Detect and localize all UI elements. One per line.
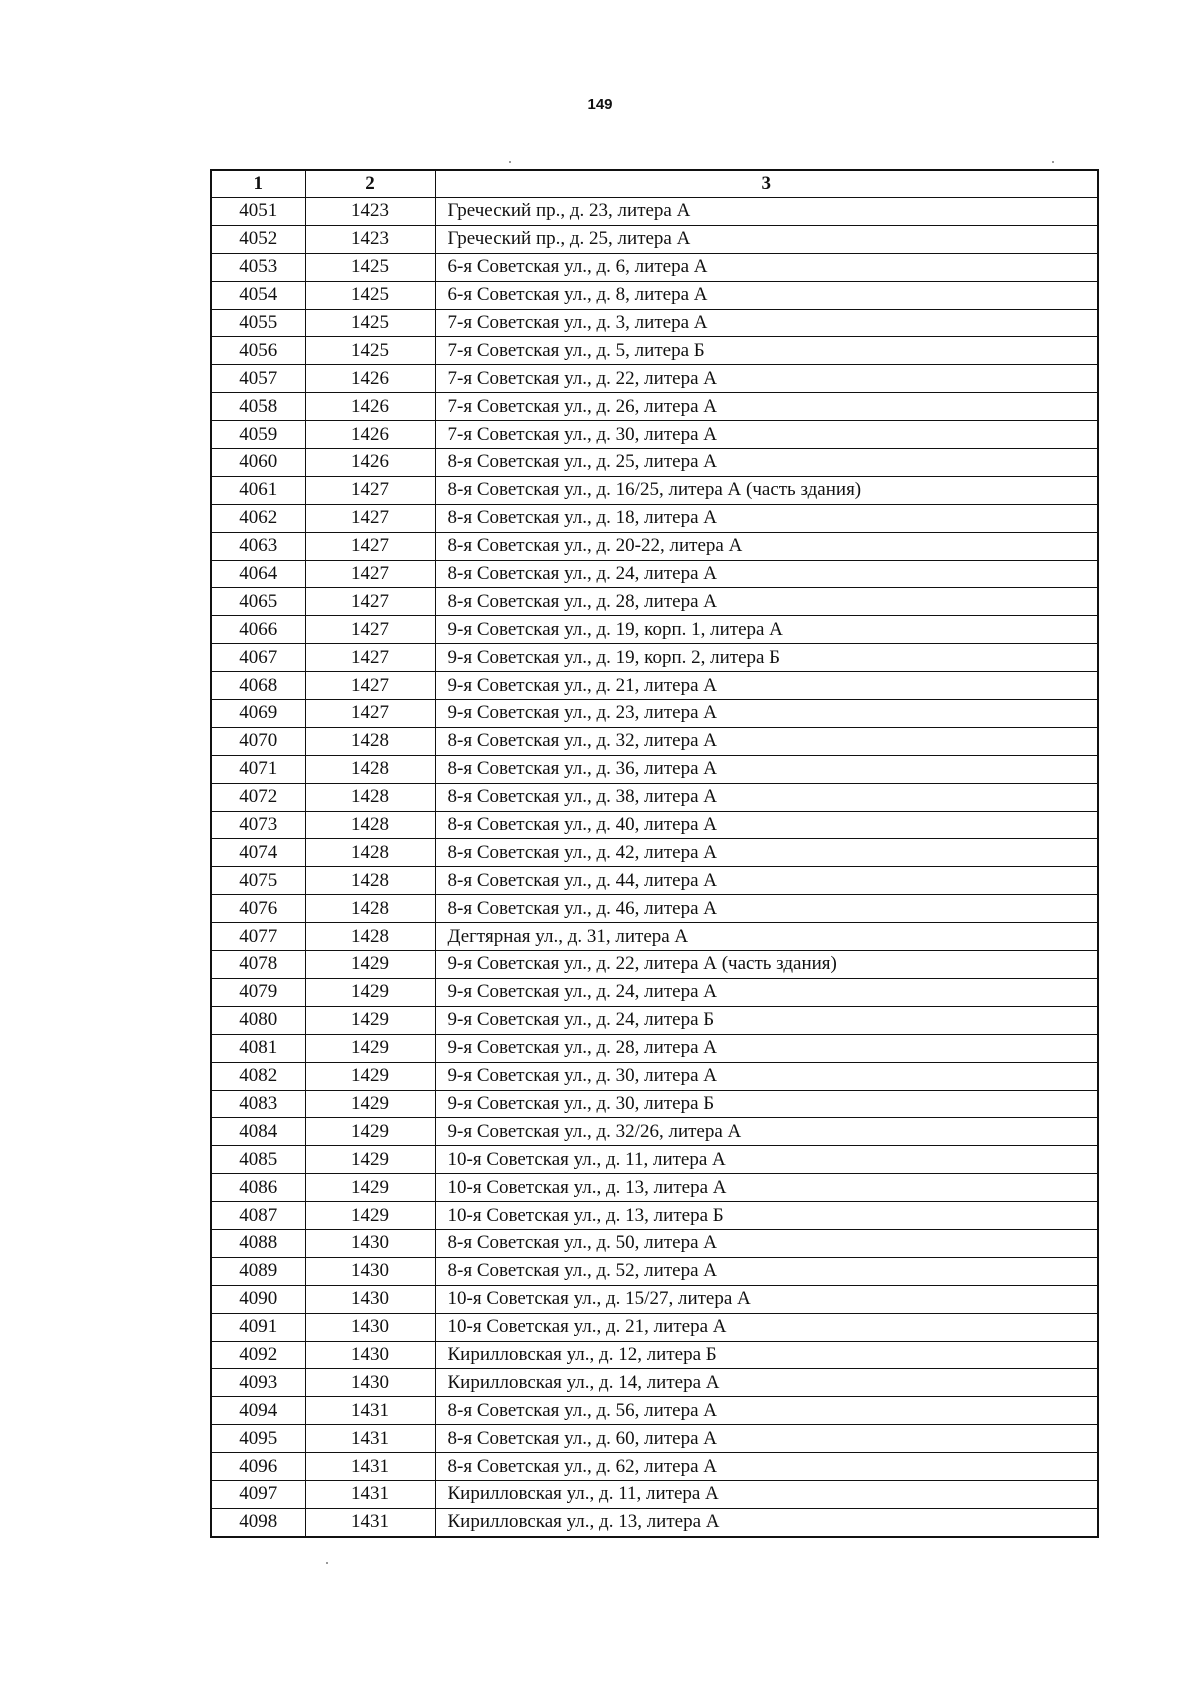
block-number-cell: 1428 <box>305 895 435 923</box>
row-number-cell: 4077 <box>211 923 305 951</box>
table-row <box>211 1062 1098 1090</box>
row-number-cell: 4079 <box>211 978 305 1006</box>
table-row <box>211 337 1098 365</box>
table-row <box>211 1397 1098 1425</box>
table-row <box>211 755 1098 783</box>
table-row <box>211 727 1098 755</box>
address-cell: 8-я Советская ул., д. 24, литера А <box>435 560 1098 588</box>
block-number-cell: 1429 <box>305 1006 435 1034</box>
block-number-cell: 1431 <box>305 1453 435 1481</box>
address-cell: 8-я Советская ул., д. 40, литера А <box>435 811 1098 839</box>
address-cell: 8-я Советская ул., д. 60, литера А <box>435 1425 1098 1453</box>
address-cell: 8-я Советская ул., д. 36, литера А <box>435 755 1098 783</box>
table-row <box>211 923 1098 951</box>
address-cell: 7-я Советская ул., д. 30, литера А <box>435 421 1098 449</box>
block-number-cell: 1429 <box>305 951 435 979</box>
column-header-1: 1 <box>211 170 305 198</box>
table-row <box>211 1006 1098 1034</box>
table-header-row <box>211 170 1098 198</box>
address-cell: 10-я Советская ул., д. 15/27, литера А <box>435 1285 1098 1313</box>
table-row <box>211 365 1098 393</box>
block-number-cell: 1427 <box>305 532 435 560</box>
table-row <box>211 198 1098 226</box>
row-number-cell: 4080 <box>211 1006 305 1034</box>
table-row <box>211 476 1098 504</box>
address-cell: Кирилловская ул., д. 11, литера А <box>435 1480 1098 1508</box>
row-number-cell: 4090 <box>211 1285 305 1313</box>
row-number-cell: 4068 <box>211 672 305 700</box>
table-row <box>211 1229 1098 1257</box>
table-row <box>211 1313 1098 1341</box>
block-number-cell: 1429 <box>305 978 435 1006</box>
address-cell: 8-я Советская ул., д. 25, литера А <box>435 449 1098 477</box>
block-number-cell: 1429 <box>305 1062 435 1090</box>
block-number-cell: 1428 <box>305 727 435 755</box>
address-cell: 9-я Советская ул., д. 21, литера А <box>435 672 1098 700</box>
block-number-cell: 1426 <box>305 365 435 393</box>
address-cell: 7-я Советская ул., д. 22, литера А <box>435 365 1098 393</box>
block-number-cell: 1428 <box>305 783 435 811</box>
block-number-cell: 1427 <box>305 504 435 532</box>
table-row <box>211 560 1098 588</box>
scan-speck <box>1052 161 1054 163</box>
row-number-cell: 4069 <box>211 700 305 728</box>
row-number-cell: 4073 <box>211 811 305 839</box>
row-number-cell: 4082 <box>211 1062 305 1090</box>
row-number-cell: 4075 <box>211 867 305 895</box>
block-number-cell: 1427 <box>305 588 435 616</box>
block-number-cell: 1429 <box>305 1034 435 1062</box>
address-cell: 8-я Советская ул., д. 20-22, литера А <box>435 532 1098 560</box>
table-row <box>211 1118 1098 1146</box>
table-row <box>211 1425 1098 1453</box>
block-number-cell: 1423 <box>305 225 435 253</box>
address-cell: Греческий пр., д. 25, литера А <box>435 225 1098 253</box>
table-row <box>211 1341 1098 1369</box>
row-number-cell: 4062 <box>211 504 305 532</box>
block-number-cell: 1428 <box>305 923 435 951</box>
block-number-cell: 1428 <box>305 755 435 783</box>
block-number-cell: 1425 <box>305 337 435 365</box>
block-number-cell: 1430 <box>305 1369 435 1397</box>
address-cell: 8-я Советская ул., д. 56, литера А <box>435 1397 1098 1425</box>
row-number-cell: 4055 <box>211 309 305 337</box>
row-number-cell: 4096 <box>211 1453 305 1481</box>
row-number-cell: 4052 <box>211 225 305 253</box>
block-number-cell: 1430 <box>305 1229 435 1257</box>
row-number-cell: 4086 <box>211 1174 305 1202</box>
table-row <box>211 532 1098 560</box>
table-row <box>211 253 1098 281</box>
address-cell: 7-я Советская ул., д. 26, литера А <box>435 393 1098 421</box>
row-number-cell: 4057 <box>211 365 305 393</box>
address-cell: 6-я Советская ул., д. 8, литера А <box>435 281 1098 309</box>
address-cell: 8-я Советская ул., д. 32, литера А <box>435 727 1098 755</box>
table-row <box>211 1480 1098 1508</box>
block-number-cell: 1431 <box>305 1508 435 1536</box>
row-number-cell: 4078 <box>211 951 305 979</box>
table-row <box>211 839 1098 867</box>
address-cell: 9-я Советская ул., д. 28, литера А <box>435 1034 1098 1062</box>
table-row <box>211 951 1098 979</box>
block-number-cell: 1429 <box>305 1202 435 1230</box>
address-cell: 8-я Советская ул., д. 28, литера А <box>435 588 1098 616</box>
page-number: 149 <box>587 96 613 113</box>
row-number-cell: 4058 <box>211 393 305 421</box>
table-row <box>211 1508 1098 1536</box>
block-number-cell: 1423 <box>305 198 435 226</box>
row-number-cell: 4083 <box>211 1090 305 1118</box>
block-number-cell: 1428 <box>305 867 435 895</box>
table-row <box>211 225 1098 253</box>
row-number-cell: 4093 <box>211 1369 305 1397</box>
row-number-cell: 4081 <box>211 1034 305 1062</box>
table-row <box>211 421 1098 449</box>
table-row <box>211 895 1098 923</box>
block-number-cell: 1431 <box>305 1480 435 1508</box>
row-number-cell: 4097 <box>211 1480 305 1508</box>
row-number-cell: 4056 <box>211 337 305 365</box>
row-number-cell: 4061 <box>211 476 305 504</box>
address-cell: 6-я Советская ул., д. 6, литера А <box>435 253 1098 281</box>
address-cell: Кирилловская ул., д. 13, литера А <box>435 1508 1098 1536</box>
row-number-cell: 4084 <box>211 1118 305 1146</box>
table-row <box>211 1034 1098 1062</box>
block-number-cell: 1428 <box>305 839 435 867</box>
table-row <box>211 1090 1098 1118</box>
block-number-cell: 1430 <box>305 1257 435 1285</box>
address-cell: 8-я Советская ул., д. 44, литера А <box>435 867 1098 895</box>
block-number-cell: 1430 <box>305 1285 435 1313</box>
table-row <box>211 1202 1098 1230</box>
block-number-cell: 1429 <box>305 1090 435 1118</box>
address-cell: 7-я Советская ул., д. 5, литера Б <box>435 337 1098 365</box>
block-number-cell: 1429 <box>305 1146 435 1174</box>
address-cell: 8-я Советская ул., д. 62, литера А <box>435 1453 1098 1481</box>
table-row <box>211 588 1098 616</box>
block-number-cell: 1430 <box>305 1313 435 1341</box>
address-cell: 9-я Советская ул., д. 32/26, литера А <box>435 1118 1098 1146</box>
row-number-cell: 4066 <box>211 616 305 644</box>
block-number-cell: 1425 <box>305 309 435 337</box>
table-row <box>211 504 1098 532</box>
row-number-cell: 4092 <box>211 1341 305 1369</box>
address-cell: 8-я Советская ул., д. 46, литера А <box>435 895 1098 923</box>
table-row <box>211 700 1098 728</box>
row-number-cell: 4060 <box>211 449 305 477</box>
address-cell: 8-я Советская ул., д. 50, литера А <box>435 1229 1098 1257</box>
block-number-cell: 1428 <box>305 811 435 839</box>
address-cell: Кирилловская ул., д. 14, литера А <box>435 1369 1098 1397</box>
column-header-3: 3 <box>435 170 1098 198</box>
table-row <box>211 783 1098 811</box>
row-number-cell: 4094 <box>211 1397 305 1425</box>
row-number-cell: 4059 <box>211 421 305 449</box>
row-number-cell: 4088 <box>211 1229 305 1257</box>
block-number-cell: 1427 <box>305 560 435 588</box>
address-table <box>210 169 1099 1538</box>
row-number-cell: 4067 <box>211 644 305 672</box>
block-number-cell: 1427 <box>305 616 435 644</box>
table-row <box>211 672 1098 700</box>
address-cell: 10-я Советская ул., д. 21, литера А <box>435 1313 1098 1341</box>
row-number-cell: 4051 <box>211 198 305 226</box>
row-number-cell: 4053 <box>211 253 305 281</box>
address-cell: 9-я Советская ул., д. 19, корп. 1, литера А <box>435 616 1098 644</box>
block-number-cell: 1429 <box>305 1118 435 1146</box>
table-row <box>211 867 1098 895</box>
table-row <box>211 811 1098 839</box>
address-cell: Греческий пр., д. 23, литера А <box>435 198 1098 226</box>
table-body <box>211 198 1098 1537</box>
block-number-cell: 1427 <box>305 700 435 728</box>
address-cell: 9-я Советская ул., д. 24, литера А <box>435 978 1098 1006</box>
address-cell: Дегтярная ул., д. 31, литера А <box>435 923 1098 951</box>
table-row <box>211 449 1098 477</box>
table-row <box>211 1285 1098 1313</box>
block-number-cell: 1425 <box>305 281 435 309</box>
block-number-cell: 1430 <box>305 1341 435 1369</box>
row-number-cell: 4063 <box>211 532 305 560</box>
address-cell: Кирилловская ул., д. 12, литера Б <box>435 1341 1098 1369</box>
row-number-cell: 4091 <box>211 1313 305 1341</box>
address-cell: 8-я Советская ул., д. 42, литера А <box>435 839 1098 867</box>
row-number-cell: 4071 <box>211 755 305 783</box>
block-number-cell: 1426 <box>305 393 435 421</box>
row-number-cell: 4087 <box>211 1202 305 1230</box>
table-row <box>211 393 1098 421</box>
table-row <box>211 309 1098 337</box>
block-number-cell: 1429 <box>305 1174 435 1202</box>
row-number-cell: 4064 <box>211 560 305 588</box>
row-number-cell: 4098 <box>211 1508 305 1536</box>
table-row <box>211 281 1098 309</box>
address-cell: 8-я Советская ул., д. 38, литера А <box>435 783 1098 811</box>
table-row <box>211 1453 1098 1481</box>
row-number-cell: 4070 <box>211 727 305 755</box>
table-row <box>211 978 1098 1006</box>
row-number-cell: 4076 <box>211 895 305 923</box>
address-cell: 10-я Советская ул., д. 11, литера А <box>435 1146 1098 1174</box>
address-cell: 8-я Советская ул., д. 52, литера А <box>435 1257 1098 1285</box>
table-row <box>211 644 1098 672</box>
block-number-cell: 1426 <box>305 421 435 449</box>
column-header-2: 2 <box>305 170 435 198</box>
row-number-cell: 4085 <box>211 1146 305 1174</box>
row-number-cell: 4095 <box>211 1425 305 1453</box>
row-number-cell: 4074 <box>211 839 305 867</box>
block-number-cell: 1427 <box>305 476 435 504</box>
address-cell: 7-я Советская ул., д. 3, литера А <box>435 309 1098 337</box>
block-number-cell: 1431 <box>305 1425 435 1453</box>
row-number-cell: 4072 <box>211 783 305 811</box>
table-row <box>211 616 1098 644</box>
address-cell: 8-я Советская ул., д. 16/25, литера А (часть здания) <box>435 476 1098 504</box>
block-number-cell: 1426 <box>305 449 435 477</box>
address-cell: 10-я Советская ул., д. 13, литера Б <box>435 1202 1098 1230</box>
scan-speck <box>509 161 511 163</box>
block-number-cell: 1425 <box>305 253 435 281</box>
row-number-cell: 4065 <box>211 588 305 616</box>
address-cell: 9-я Советская ул., д. 22, литера А (часть здания) <box>435 951 1098 979</box>
block-number-cell: 1431 <box>305 1397 435 1425</box>
block-number-cell: 1427 <box>305 644 435 672</box>
scan-speck <box>326 1562 328 1564</box>
address-cell: 9-я Советская ул., д. 23, литера А <box>435 700 1098 728</box>
row-number-cell: 4054 <box>211 281 305 309</box>
address-cell: 9-я Советская ул., д. 19, корп. 2, литера Б <box>435 644 1098 672</box>
table-row <box>211 1174 1098 1202</box>
block-number-cell: 1427 <box>305 672 435 700</box>
table-row <box>211 1369 1098 1397</box>
address-cell: 9-я Советская ул., д. 30, литера А <box>435 1062 1098 1090</box>
address-cell: 10-я Советская ул., д. 13, литера А <box>435 1174 1098 1202</box>
table-row <box>211 1146 1098 1174</box>
address-cell: 9-я Советская ул., д. 30, литера Б <box>435 1090 1098 1118</box>
row-number-cell: 4089 <box>211 1257 305 1285</box>
table-row <box>211 1257 1098 1285</box>
address-cell: 8-я Советская ул., д. 18, литера А <box>435 504 1098 532</box>
address-cell: 9-я Советская ул., д. 24, литера Б <box>435 1006 1098 1034</box>
